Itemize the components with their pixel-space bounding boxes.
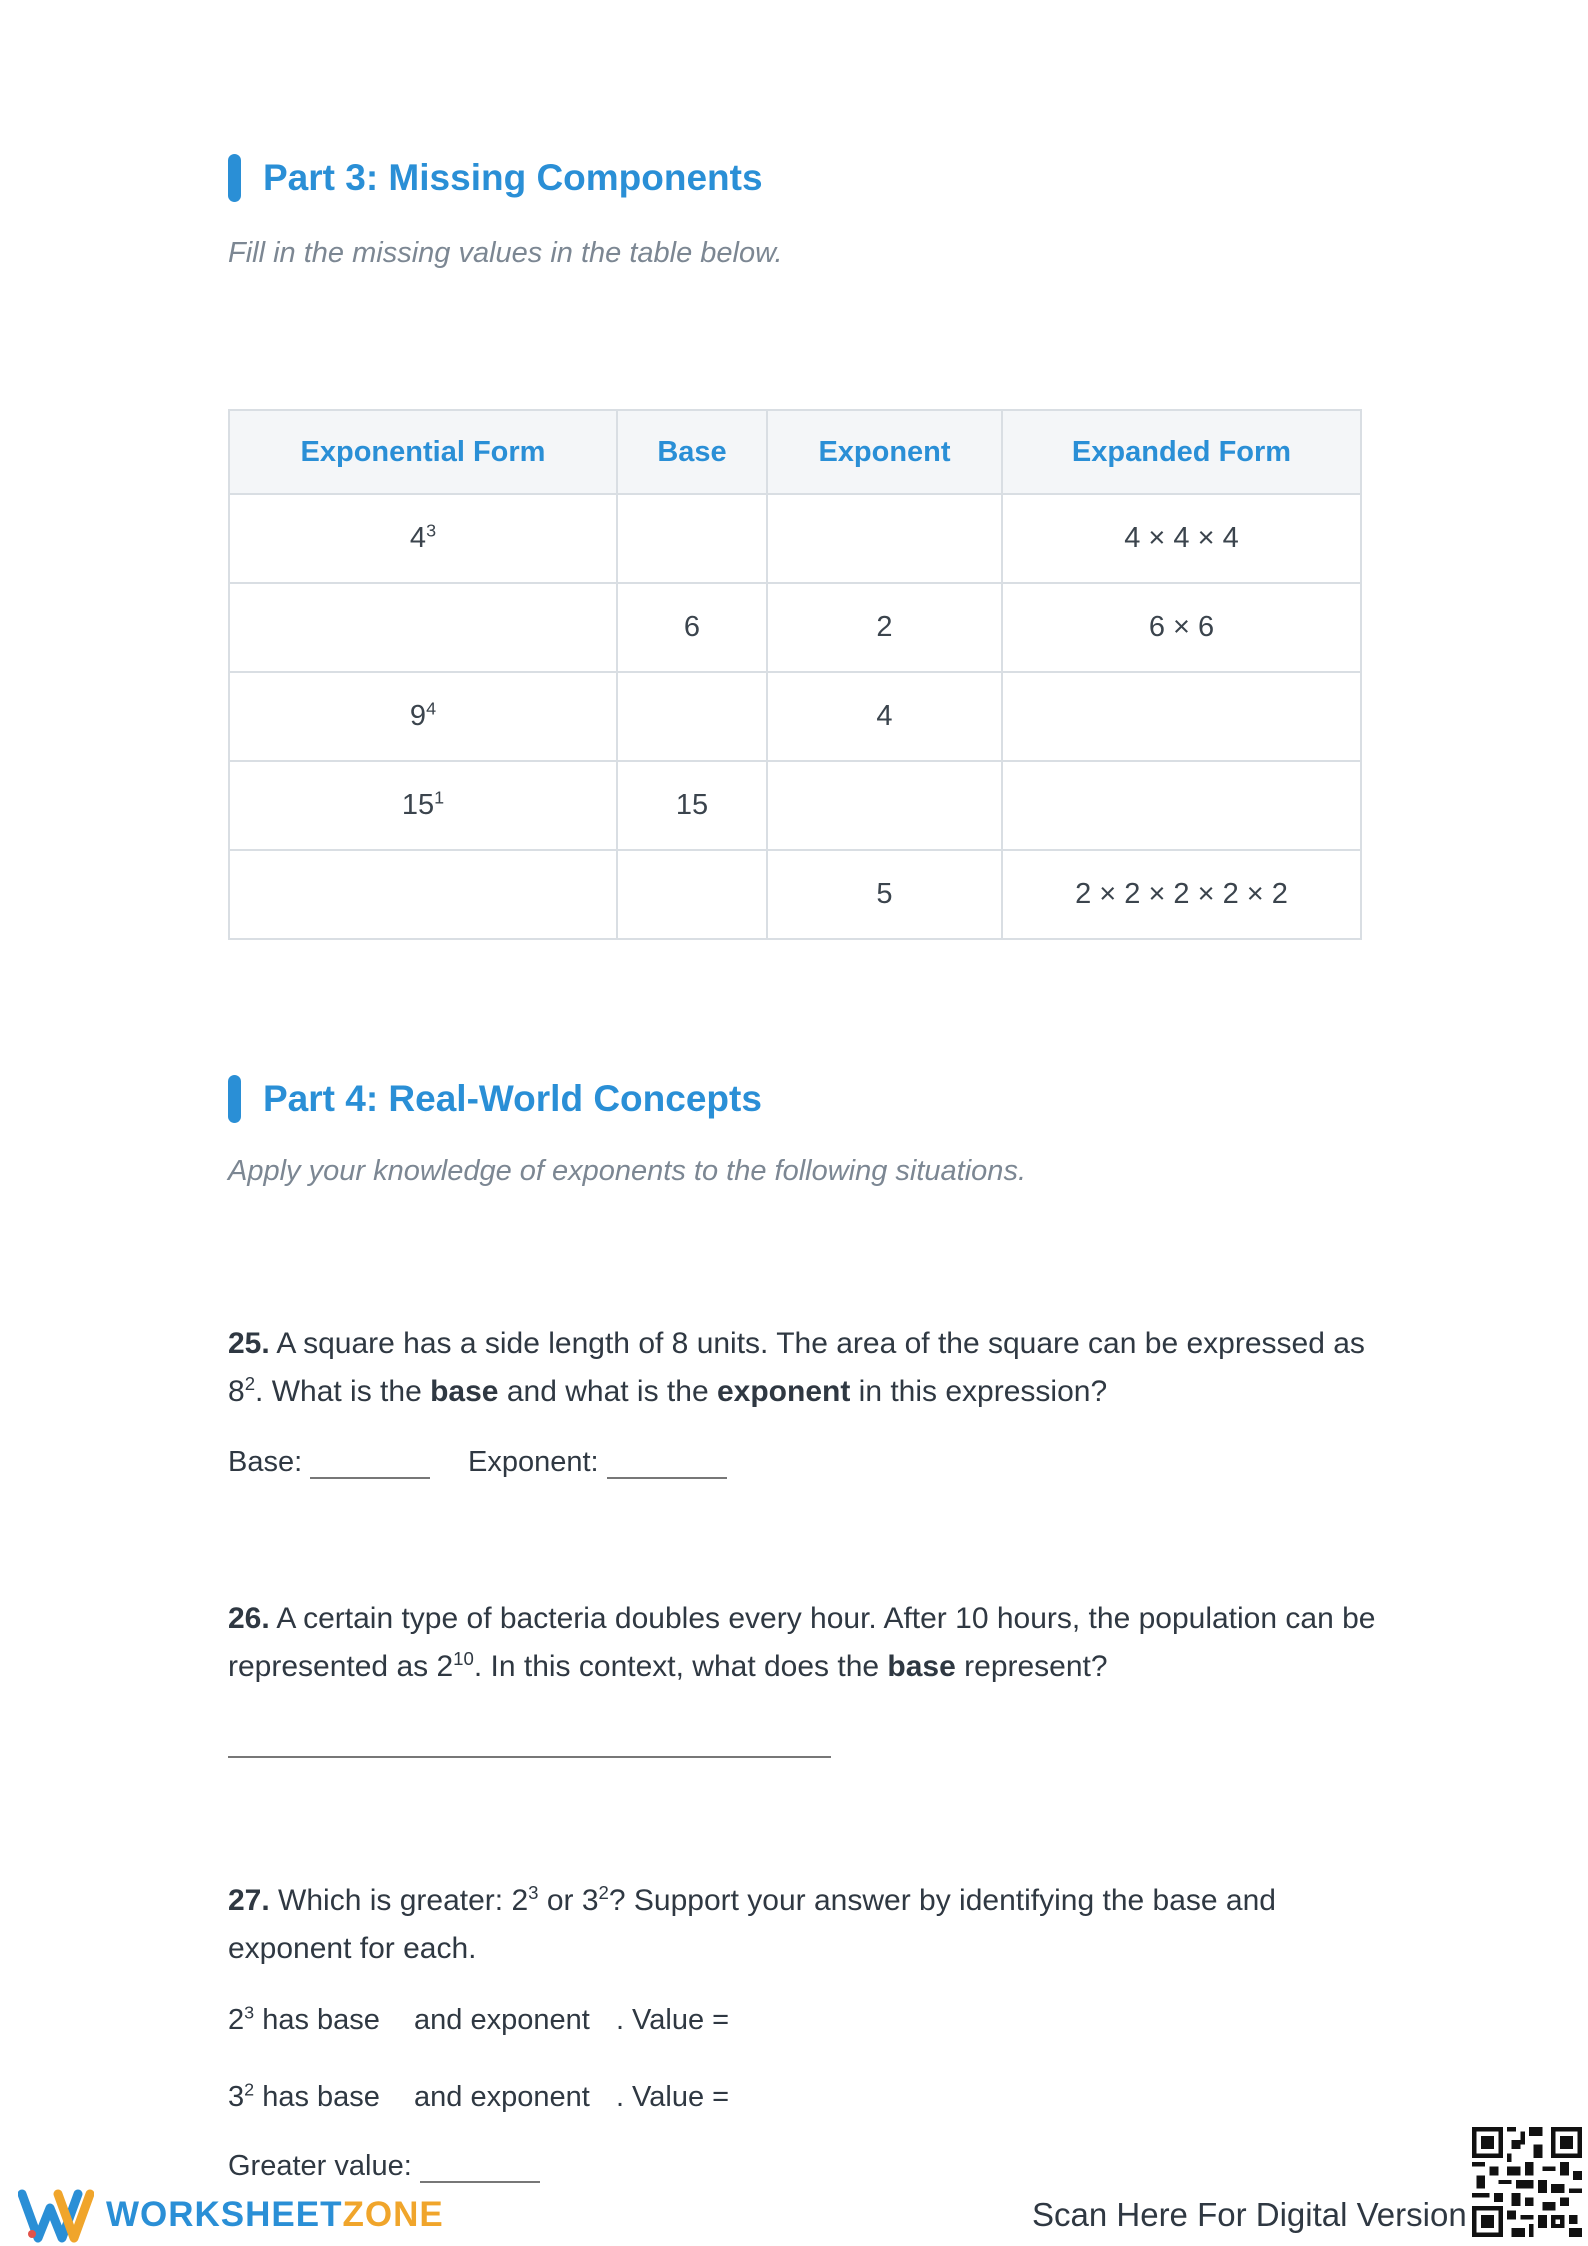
q25-exponent-answer: [468, 1446, 727, 1479]
heading-accent-bar: [228, 1075, 241, 1123]
part3-title: Part 3: Missing Components: [263, 157, 763, 198]
base-answer-blank[interactable]: [310, 1447, 430, 1479]
cell-exponential-form[interactable]: [229, 583, 617, 672]
question-number: 25.: [228, 1327, 270, 1360]
greater-value-label: Greater value:: [228, 2150, 412, 2182]
cell-base[interactable]: 15: [617, 761, 767, 850]
q27-line-1: $2^3$ has base and exponent . Value =: [228, 2002, 730, 2036]
part3-heading: [228, 154, 763, 202]
table-row: [229, 850, 1361, 939]
q27-greater-value: [228, 2150, 540, 2183]
scan-caption: Scan Here For Digital Version: [1032, 2196, 1467, 2233]
table-row: [229, 672, 1361, 761]
cell-expanded-form[interactable]: [1002, 672, 1361, 761]
q25-base-answer: [228, 1446, 430, 1479]
qr-code-icon[interactable]: [1472, 2127, 1582, 2237]
table-row: [229, 494, 1361, 583]
header-expanded-form: Expanded Form: [1002, 410, 1361, 494]
w-logo-icon: [18, 2186, 94, 2244]
cell-exponential-form[interactable]: $15^1$: [229, 761, 617, 850]
heading-accent-bar: [228, 154, 241, 202]
part4-title: Part 4: Real-World Concepts: [263, 1078, 762, 1119]
q26-answer-line[interactable]: [228, 1756, 831, 1758]
greater-value-blank[interactable]: [420, 2151, 540, 2183]
cell-exponential-form[interactable]: $9^4$: [229, 672, 617, 761]
cell-expanded-form[interactable]: 4 × 4 × 4: [1002, 494, 1361, 583]
part3-instruction: Fill in the missing values in the table below.: [228, 237, 783, 269]
cell-base[interactable]: 6: [617, 583, 767, 672]
exponent-answer-blank[interactable]: [607, 1447, 727, 1479]
cell-exponent[interactable]: 4: [767, 672, 1002, 761]
cell-base[interactable]: [617, 850, 767, 939]
header-exponential-form: Exponential Form: [229, 410, 617, 494]
missing-components-table: [228, 409, 1362, 940]
cell-expanded-form[interactable]: 6 × 6: [1002, 583, 1361, 672]
table-row: [229, 761, 1361, 850]
cell-exponent[interactable]: [767, 494, 1002, 583]
cell-exponential-form[interactable]: [229, 850, 617, 939]
table-row: [229, 583, 1361, 672]
cell-expanded-form[interactable]: [1002, 761, 1361, 850]
question-25: 25. A square has a side length of 8 units. The area of the square can be expressed as $8^2$. What is the base and what is the exponent in this expression?: [228, 1327, 1365, 1408]
worksheetzone-logo: [18, 2186, 444, 2244]
cell-expanded-form[interactable]: 2 × 2 × 2 × 2 × 2: [1002, 850, 1361, 939]
question-number: 26.: [228, 1602, 270, 1635]
part4-instruction: Apply your knowledge of exponents to the following situations.: [228, 1155, 1026, 1187]
exponent-label: Exponent:: [468, 1446, 599, 1478]
question-26: 26. A certain type of bacteria doubles every hour. After 10 hours, the population can be represented as $2^{10}$. In this context, what does the base represent?: [228, 1602, 1376, 1683]
header-base: Base: [617, 410, 767, 494]
brand-name: WORKSHEETZONE: [106, 2195, 444, 2234]
header-exponent: Exponent: [767, 410, 1002, 494]
cell-base[interactable]: [617, 494, 767, 583]
cell-exponent[interactable]: 5: [767, 850, 1002, 939]
q27-line-2: $3^2$ has base and exponent . Value =: [228, 2079, 730, 2113]
cell-exponent[interactable]: [767, 761, 1002, 850]
question-27: 27. Which is greater: $2^3$ or $3^2$? Support your answer by identifying the base and exponent for each.: [228, 1882, 1276, 1965]
part4-heading: [228, 1075, 762, 1123]
base-label: Base:: [228, 1446, 303, 1478]
cell-exponential-form[interactable]: $4^3$: [229, 494, 617, 583]
cell-base[interactable]: [617, 672, 767, 761]
question-number: 27.: [228, 1884, 270, 1917]
cell-exponent[interactable]: 2: [767, 583, 1002, 672]
